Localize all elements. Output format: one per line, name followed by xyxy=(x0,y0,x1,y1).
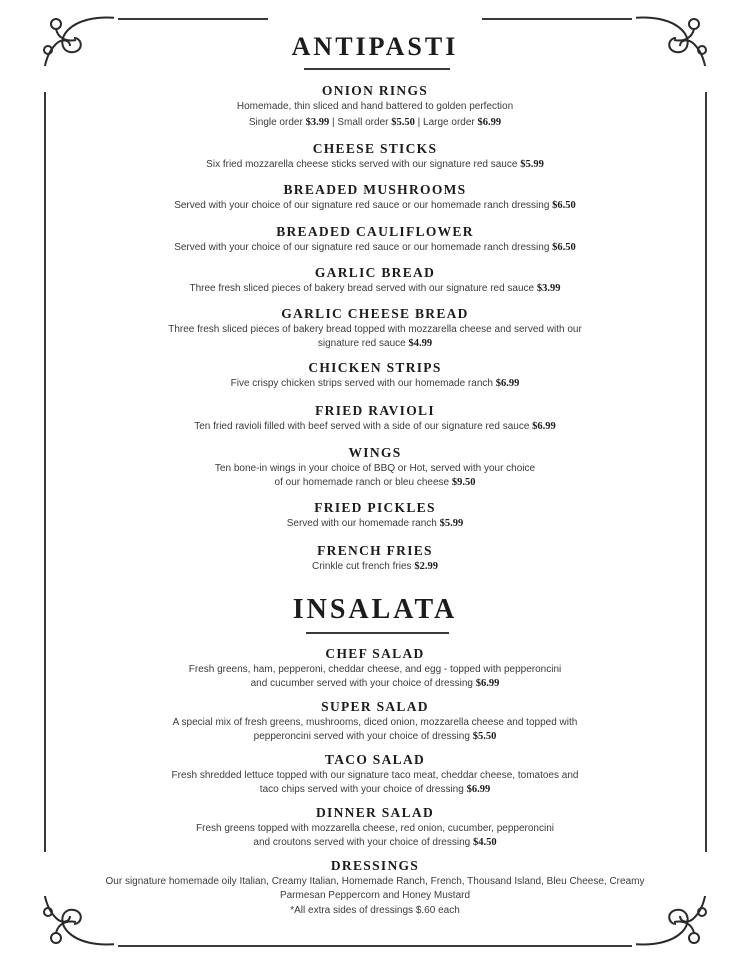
item-price: $5.99 xyxy=(520,159,544,170)
single-order-price: $3.99 xyxy=(305,117,330,128)
wings-item xyxy=(60,444,690,490)
item-price: $4.99 xyxy=(408,338,433,349)
dinner-salad-item xyxy=(60,804,690,850)
dressings-item xyxy=(40,857,710,903)
frame-top-left-border xyxy=(118,18,268,20)
item-price-options xyxy=(60,116,690,130)
item-name: FRIED PICKLES xyxy=(314,500,436,515)
taco-salad-item xyxy=(60,751,690,797)
large-order-label: | Large order xyxy=(414,117,478,128)
item-name: GARLIC CHEESE BREAD xyxy=(281,306,469,321)
item-description-line-1: Fresh greens, ham, pepperoni, cheddar cheese, and egg - topped with pepperoncini xyxy=(188,664,562,675)
description-text: pepperoncini served with your choice of dressing xyxy=(253,731,473,742)
description-text: signature red sauce xyxy=(317,338,409,349)
item-description-line-1: Ten bone-in wings in your choice of BBQ or Hot, served with your choice xyxy=(214,463,536,474)
item-name: DRESSINGS xyxy=(330,858,420,873)
description-text: Served with your choice of our signature red sauce or our homemade ranch dressing xyxy=(174,242,553,253)
item-name: TACO SALAD xyxy=(324,752,426,767)
item-description-line-2 xyxy=(60,730,690,744)
item-description xyxy=(60,517,690,531)
item-price: $9.50 xyxy=(451,477,476,488)
item-description-line-2 xyxy=(60,476,690,490)
description-text: Crinkle cut french fries xyxy=(312,561,415,572)
description-text: Served with your choice of our signature red sauce or our homemade ranch dressing xyxy=(174,200,553,211)
french-fries-item xyxy=(60,542,690,574)
item-name: CHEESE STICKS xyxy=(312,141,438,156)
item-price: $3.99 xyxy=(536,283,561,294)
item-price: $6.50 xyxy=(552,242,576,253)
dressings-extra-note: *All extra sides of dressings $.60 each xyxy=(290,905,460,916)
fried-pickles-item xyxy=(60,499,690,531)
super-salad-item xyxy=(60,698,690,744)
item-name: BREADED MUSHROOMS xyxy=(283,182,467,197)
frame-right-border xyxy=(705,92,707,852)
item-description-line-1: A special mix of fresh greens, mushrooms, diced onion, mozzarella cheese and topped with xyxy=(172,717,578,728)
description-text: Six fried mozzarella cheese sticks served with our signature red sauce xyxy=(206,159,521,170)
single-order-label: Single order xyxy=(248,117,306,128)
item-price: $6.99 xyxy=(466,784,491,795)
item-description xyxy=(60,420,690,434)
description-text: and croutons served with your choice of dressing xyxy=(253,837,473,848)
item-description xyxy=(60,158,690,172)
chef-salad-item xyxy=(60,645,690,691)
description-text: Served with our homemade ranch xyxy=(286,518,440,529)
frame-top-right-border xyxy=(482,18,632,20)
item-name: WINGS xyxy=(348,445,402,460)
small-order-price: $5.50 xyxy=(391,117,415,128)
small-order-label: | Small order xyxy=(329,117,392,128)
insalata-title: INSALATA xyxy=(292,594,458,625)
description-text: Three fresh sliced pieces of bakery bread served with our signature red sauce xyxy=(189,283,537,294)
fried-ravioli-item xyxy=(60,402,690,434)
description-text: Five crispy chicken strips served with our homemade ranch xyxy=(230,378,496,389)
onion-rings-item xyxy=(60,82,690,130)
item-price: $5.99 xyxy=(439,518,464,529)
item-name: DINNER SALAD xyxy=(316,805,434,820)
description-text: of our homemade ranch or bleu cheese xyxy=(274,477,452,488)
item-price: $5.50 xyxy=(472,731,497,742)
item-description-line-1: Our signature homemade oily Italian, Creamy Italian, Homemade Ranch, French, Thousand Island, Bleu Cheese, Creamy xyxy=(105,876,645,887)
item-description xyxy=(60,282,690,296)
frame-bottom-left-border xyxy=(118,945,632,947)
item-price: $4.50 xyxy=(472,837,497,848)
cheese-sticks-item xyxy=(60,140,690,172)
item-description-line-1: Three fresh sliced pieces of bakery bread topped with mozzarella cheese and served with our xyxy=(168,324,582,335)
item-description-line-2 xyxy=(60,836,690,850)
antipasti-title-rule xyxy=(304,68,450,70)
item-description xyxy=(60,377,690,391)
item-description-line-1: Fresh shredded lettuce topped with our signature taco meat, cheddar cheese, tomatoes and xyxy=(171,770,579,781)
garlic-cheese-bread-item xyxy=(60,305,690,351)
item-description-line-2: Parmesan Peppercorn and Honey Mustard xyxy=(279,890,471,901)
item-name: SUPER SALAD xyxy=(321,699,429,714)
item-price: $2.99 xyxy=(414,561,438,572)
item-description xyxy=(60,199,690,213)
item-name: CHICKEN STRIPS xyxy=(308,360,442,375)
frame-left-border xyxy=(44,92,46,852)
breaded-mushrooms-item xyxy=(60,181,690,213)
item-name: BREADED CAULIFLOWER xyxy=(276,224,474,239)
item-description-line-1: Fresh greens topped with mozzarella cheese, red onion, cucumber, pepperoncini xyxy=(196,823,554,834)
large-order-price: $6.99 xyxy=(477,117,502,128)
item-name: GARLIC BREAD xyxy=(314,265,436,280)
item-price: $6.99 xyxy=(532,421,556,432)
item-price: $6.50 xyxy=(552,200,576,211)
item-name: FRIED RAVIOLI xyxy=(315,403,435,418)
chicken-strips-item xyxy=(60,359,690,391)
item-description-line-2 xyxy=(60,337,690,351)
antipasti-title: ANTIPASTI xyxy=(291,32,459,61)
insalata-title-rule xyxy=(306,632,449,634)
item-price: $6.99 xyxy=(475,678,500,689)
item-description-line-2 xyxy=(60,783,690,797)
garlic-bread-item xyxy=(60,264,690,296)
item-description-line-2 xyxy=(60,677,690,691)
item-name: FRENCH FRIES xyxy=(317,543,433,558)
item-description: Homemade, thin sliced and hand battered to golden perfection xyxy=(236,101,514,112)
description-text: Ten fried ravioli filled with beef served with a side of our signature red sauce xyxy=(194,421,533,432)
breaded-cauliflower-item xyxy=(60,223,690,255)
item-name: CHEF SALAD xyxy=(325,646,425,661)
item-name: ONION RINGS xyxy=(321,83,429,98)
item-price: $6.99 xyxy=(495,378,520,389)
description-text: taco chips served with your choice of dressing xyxy=(259,784,467,795)
item-description xyxy=(60,241,690,255)
description-text: and cucumber served with your choice of dressing xyxy=(250,678,476,689)
item-description xyxy=(60,560,690,574)
